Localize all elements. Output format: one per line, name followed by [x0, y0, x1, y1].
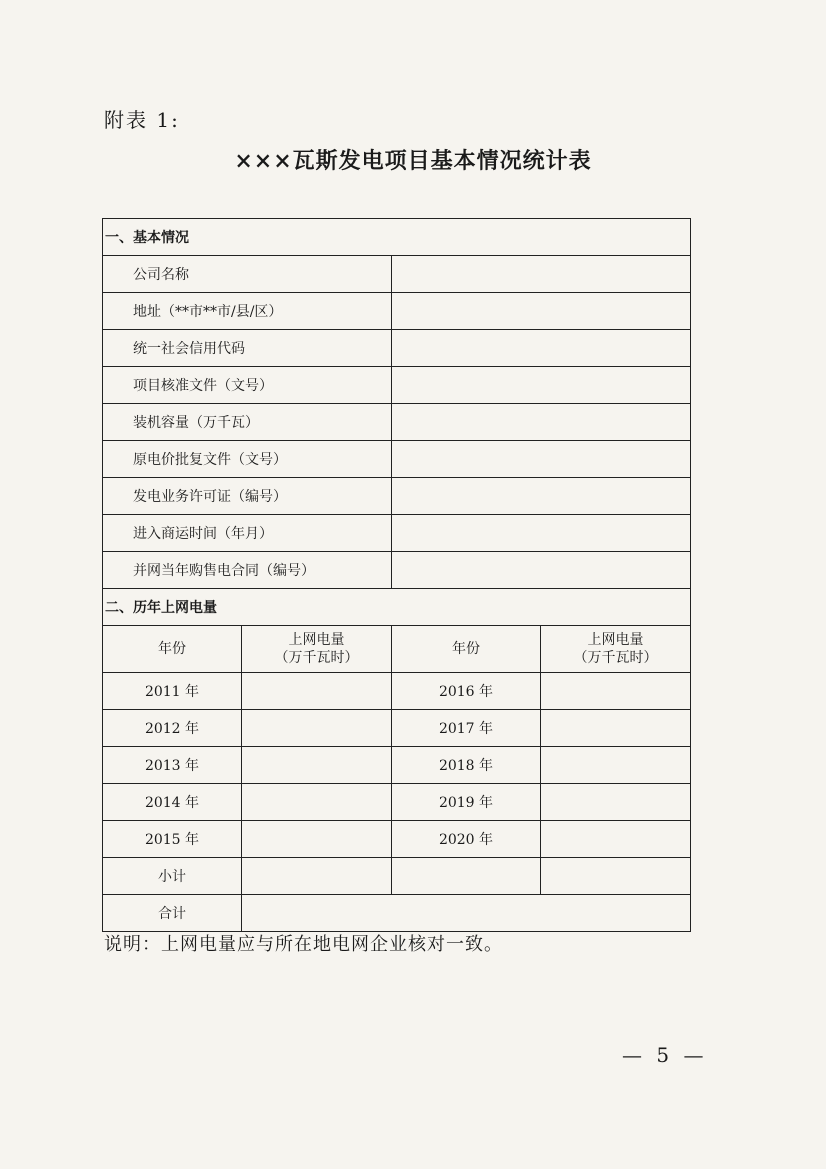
year-cell: 2018 年	[392, 747, 541, 784]
year-cell: 2016 年	[392, 673, 541, 710]
section-heading-row	[103, 589, 691, 626]
table-row	[103, 441, 691, 478]
table-row	[103, 330, 691, 367]
page-number: — 5 —	[622, 1043, 708, 1067]
column-header-energy-line1: 上网电量	[587, 631, 644, 648]
section-heading-energy: 二、历年上网电量	[103, 589, 691, 626]
energy-value-cell[interactable]	[242, 747, 392, 784]
table-row	[103, 710, 691, 747]
year-cell: 2012 年	[103, 710, 242, 747]
field-label: 并网当年购售电合同（编号）	[103, 552, 392, 589]
field-value-cell[interactable]	[392, 515, 691, 552]
column-header-energy	[242, 626, 392, 673]
total-row	[103, 895, 691, 932]
field-value-cell[interactable]	[392, 256, 691, 293]
statistics-table	[102, 218, 691, 932]
table-row	[103, 784, 691, 821]
section-heading-basic: 一、基本情况	[103, 219, 691, 256]
year-cell: 2015 年	[103, 821, 242, 858]
energy-value-cell[interactable]	[242, 673, 392, 710]
year-cell: 2013 年	[103, 747, 242, 784]
energy-value-cell[interactable]	[541, 821, 691, 858]
energy-value-cell[interactable]	[242, 821, 392, 858]
field-label: 发电业务许可证（编号）	[103, 478, 392, 515]
energy-value-cell[interactable]	[541, 673, 691, 710]
year-cell: 2011 年	[103, 673, 242, 710]
section-heading-row	[103, 219, 691, 256]
field-label: 统一社会信用代码	[103, 330, 392, 367]
total-value-cell[interactable]	[242, 895, 691, 932]
field-label: 公司名称	[103, 256, 392, 293]
year-cell: 2014 年	[103, 784, 242, 821]
energy-value-cell[interactable]	[242, 784, 392, 821]
energy-value-cell[interactable]	[242, 710, 392, 747]
column-header-energy-line2: （万千瓦时）	[274, 650, 359, 666]
energy-value-cell[interactable]	[541, 784, 691, 821]
energy-value-cell[interactable]	[541, 710, 691, 747]
field-value-cell[interactable]	[392, 367, 691, 404]
field-value-cell[interactable]	[392, 404, 691, 441]
column-header-year: 年份	[392, 626, 541, 673]
field-value-cell[interactable]	[392, 478, 691, 515]
attachment-label: 附表 1:	[104, 108, 180, 132]
field-value-cell[interactable]	[392, 330, 691, 367]
field-label: 装机容量（万千瓦）	[103, 404, 392, 441]
subtotal-value-cell[interactable]	[541, 858, 691, 895]
subtotal-value-cell[interactable]	[392, 858, 541, 895]
table-row	[103, 673, 691, 710]
column-header-energy-line1: 上网电量	[288, 631, 345, 648]
table-row	[103, 552, 691, 589]
table-row	[103, 293, 691, 330]
year-cell: 2017 年	[392, 710, 541, 747]
column-header-energy	[541, 626, 691, 673]
table-row	[103, 515, 691, 552]
table-row	[103, 404, 691, 441]
table-row	[103, 821, 691, 858]
table-row	[103, 747, 691, 784]
explanatory-note: 说明：上网电量应与所在地电网企业核对一致。	[104, 934, 503, 955]
table-row	[103, 256, 691, 293]
table-row	[103, 367, 691, 404]
document-title: ×××瓦斯发电项目基本情况统计表	[234, 148, 592, 174]
subtotal-value-cell[interactable]	[242, 858, 392, 895]
field-value-cell[interactable]	[392, 441, 691, 478]
table-row	[103, 478, 691, 515]
field-label: 原电价批复文件（文号）	[103, 441, 392, 478]
year-cell: 2019 年	[392, 784, 541, 821]
field-value-cell[interactable]	[392, 293, 691, 330]
field-label: 进入商运时间（年月）	[103, 515, 392, 552]
year-cell: 2020 年	[392, 821, 541, 858]
subtotal-row	[103, 858, 691, 895]
column-header-energy-line2: （万千瓦时）	[573, 650, 658, 666]
field-value-cell[interactable]	[392, 552, 691, 589]
field-label: 地址（**市**市/县/区）	[103, 293, 392, 330]
subtotal-label: 小计	[103, 858, 242, 895]
energy-header-row	[103, 626, 691, 673]
column-header-year: 年份	[103, 626, 242, 673]
total-label: 合计	[103, 895, 242, 932]
field-label: 项目核准文件（文号）	[103, 367, 392, 404]
energy-value-cell[interactable]	[541, 747, 691, 784]
